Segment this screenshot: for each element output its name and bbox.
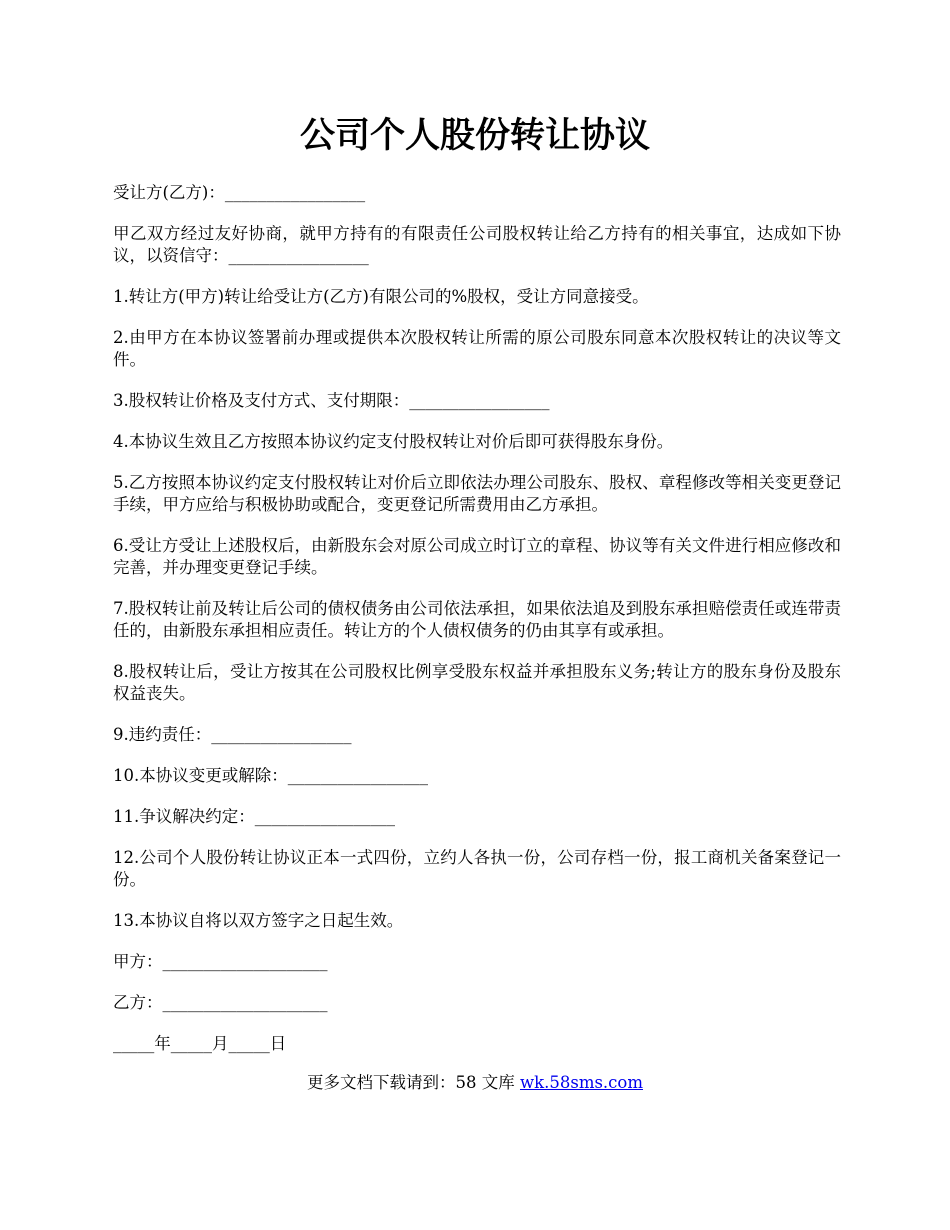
clause-10: 10.本协议变更或解除：_________________ [113, 766, 428, 785]
clause-9: 9.违约责任：_________________ [113, 725, 352, 744]
clause-2: 2.由甲方在本协议签署前办理或提供本次股权转让所需的原公司股东同意本次股权转让的决议等文件。 [113, 328, 841, 369]
clause-6: 6.受让方受让上述股权后，由新股东会对原公司成立时订立的章程、协议等有关文件进行相应修改和完善，并办理变更登记手续。 [113, 536, 841, 577]
clause-5: 5.乙方按照本协议约定支付股权转让对价后立即依法办理公司股东、股权、章程修改等相关变更登记手续，甲方应给与积极协助或配合，变更登记所需费用由乙方承担。 [113, 473, 841, 514]
clause-12: 12.公司个人股份转让协议正本一式四份，立约人各执一份，公司存档一份，报工商机关备案登记一份。 [113, 848, 841, 889]
clause-8: 8.股权转让后，受让方按其在公司股权比例享受股东权益并承担股东义务;转让方的股东身份及股东权益丧失。 [113, 662, 841, 703]
party-b-line: 受让方(乙方)：_________________ [113, 183, 366, 202]
clause-13: 13.本协议自将以双方签字之日起生效。 [113, 911, 404, 930]
footer-prefix: 更多文档下载请到：58 文库 [306, 1073, 520, 1092]
document-title: 公司个人股份转让协议 [299, 115, 650, 156]
footer-link[interactable]: wk.58sms.com [519, 1073, 643, 1092]
signature-party-b: 乙方：____________________ [113, 993, 328, 1012]
clause-4: 4.本协议生效且乙方按照本协议约定支付股权转让对价后即可获得股东身份。 [113, 432, 674, 451]
download-footer [0, 1072, 950, 1094]
clause-7: 7.股权转让前及转让后公司的债权债务由公司依法承担，如果依法追及到股东承担赔偿责任或连带责任的，由新股东承担相应责任。转让方的个人债权债务的仍由其享有或承担。 [113, 599, 841, 640]
document-body [113, 182, 841, 1074]
clause-11: 11.争议解决约定：_________________ [113, 807, 395, 826]
clause-3: 3.股权转让价格及支付方式、支付期限：_________________ [113, 391, 550, 410]
signature-date: _____年_____月_____日 [113, 1034, 287, 1053]
preamble-paragraph: 甲乙双方经过友好协商，就甲方持有的有限责任公司股权转让给乙方持有的相关事宜，达成如下协议，以资信守：_________________ [113, 224, 841, 265]
signature-party-a: 甲方：____________________ [113, 952, 328, 971]
clause-1: 1.转让方(甲方)转让给受让方(乙方)有限公司的%股权，受让方同意接受。 [113, 287, 649, 306]
